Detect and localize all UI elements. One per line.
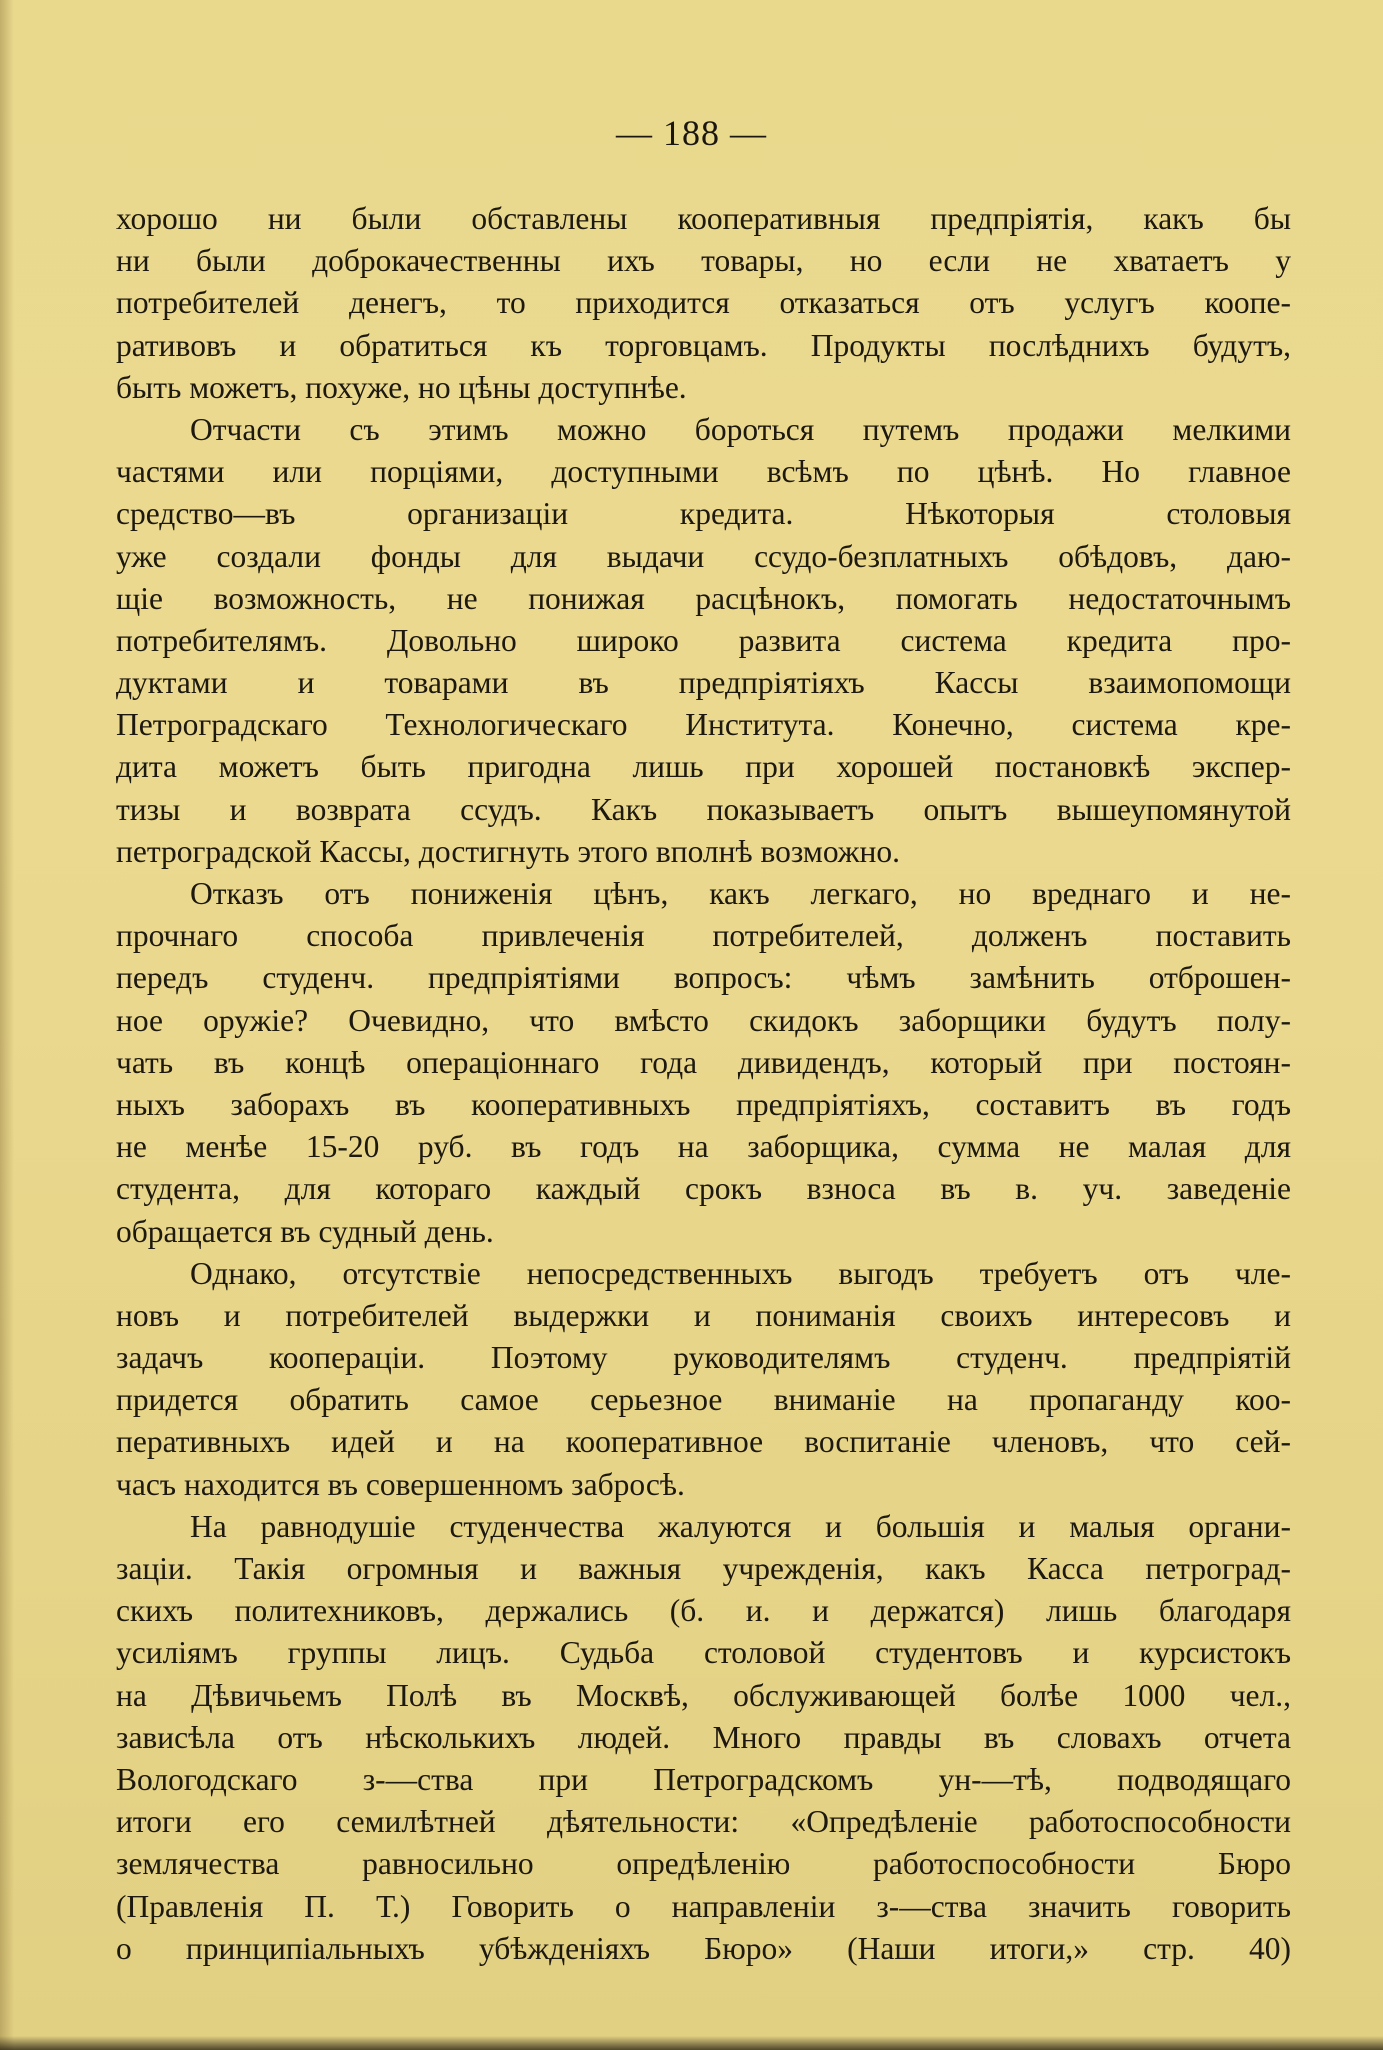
text-line: На равнодушіе студенчества жалуются и большія и малыя органи- xyxy=(190,1508,1291,1544)
text-line: средство—въ организаціи кредита. Нѣкоторыя столовыя xyxy=(116,496,1291,532)
text-line: о принципіальныхъ убѣжденіяхъ Бюро» (Наши итоги,» стр. 40) xyxy=(116,1930,1291,1966)
text-line: заціи. Такія огромныя и важныя учрежденія, какъ Касса петроград- xyxy=(116,1551,1291,1586)
text-line: потребителей денегъ, то приходится отказаться отъ услугъ коопе- xyxy=(116,285,1291,321)
text-line: прочнаго способа привлеченія потребителей, долженъ поставить xyxy=(116,918,1291,954)
text-line: придется обратить самое серьезное вниманіе на пропаганду коо- xyxy=(116,1382,1291,1418)
text-line: чать въ концѣ операціоннаго года дивидендъ, который при постоян- xyxy=(116,1044,1291,1080)
text-line: ративовъ и обратиться къ торговцамъ. Продукты послѣднихъ будутъ, xyxy=(116,327,1291,363)
paragraph-2 xyxy=(116,409,1291,873)
text-line: дуктами и товарами въ предпріятіяхъ Кассы взаимопомощи xyxy=(116,665,1291,701)
text-line: (Правленія П. Т.) Говорить о направленіи з-—ства значить говорить xyxy=(116,1888,1291,1924)
text-line: перативныхъ идей и на кооперативное воспитаніе членовъ, что сей- xyxy=(116,1424,1291,1460)
text-line: скихъ политехниковъ, держались (б. и. и держатся) лишь благодаря xyxy=(116,1593,1291,1629)
text-line: щіе возможность, не понижая расцѣнокъ, помогать недостаточнымъ xyxy=(116,580,1291,616)
text-line: Отчасти съ этимъ можно бороться путемъ продажи мелкими xyxy=(190,411,1291,447)
text-line: ное оружіе? Очевидно, что вмѣсто скидокъ заборщики будутъ полу- xyxy=(116,1002,1291,1038)
text-line: Однако, отсутствіе непосредственныхъ выгодъ требуетъ отъ чле- xyxy=(190,1255,1291,1291)
body-text xyxy=(116,198,1291,1970)
text-line: быть можетъ, похуже, но цѣны доступнѣе. xyxy=(116,369,687,405)
text-line: землячества равносильно опредѣленію работоспособности Бюро xyxy=(116,1846,1291,1882)
page-bottom-edge xyxy=(0,2036,1383,2050)
text-line: Вологодскаго з-—ства при Петроградскомъ ун-—тѣ, подводящаго xyxy=(116,1761,1291,1797)
text-line: Отказъ отъ пониженія цѣнъ, какъ легкаго, но вреднаго и не- xyxy=(190,876,1291,911)
text-line: Петроградскаго Технологическаго Института. Конечно, система кре- xyxy=(116,707,1291,743)
text-line: часъ находится въ совершенномъ забросѣ. xyxy=(116,1466,685,1502)
paragraph-4 xyxy=(116,1253,1291,1506)
text-line: хорошо ни были обставлены кооперативныя предпріятія, какъ бы xyxy=(116,201,1291,236)
paragraph-3 xyxy=(116,873,1291,1253)
text-line: на Дѣвичьемъ Полѣ въ Москвѣ, обслуживающей болѣе 1000 чел., xyxy=(116,1677,1291,1713)
page-edge-shadow xyxy=(0,0,14,2050)
text-line: тизы и возврата ссудъ. Какъ показываетъ опытъ вышеупомянутой xyxy=(116,791,1291,827)
text-line: уже создали фонды для выдачи ссудо-безплатныхъ обѣдовъ, даю- xyxy=(116,538,1291,574)
text-line: студента, для котораго каждый срокъ взноса въ в. уч. заведеніе xyxy=(116,1171,1291,1207)
text-line: частями или порціями, доступными всѣмъ по цѣнѣ. Но главное xyxy=(116,454,1291,490)
paragraph-1 xyxy=(116,198,1291,409)
page-number: — 188 — xyxy=(616,113,767,153)
text-line: потребителямъ. Довольно широко развита система кредита про- xyxy=(116,622,1291,658)
text-line: новъ и потребителей выдержки и пониманія своихъ интересовъ и xyxy=(116,1297,1291,1333)
text-line: не менѣе 15-20 руб. въ годъ на заборщика, сумма не малая для xyxy=(116,1129,1291,1165)
text-line: дита можетъ быть пригодна лишь при хорошей постановкѣ экспер- xyxy=(116,749,1291,785)
text-line: усиліямъ группы лицъ. Судьба столовой студентовъ и курсистокъ xyxy=(116,1635,1291,1671)
text-line: итоги его семилѣтней дѣятельности: «Опредѣленіе работоспособности xyxy=(116,1804,1291,1840)
text-line: задачъ коопераціи. Поэтому руководителямъ студенч. предпріятій xyxy=(116,1340,1291,1376)
text-line: зависѣла отъ нѣсколькихъ людей. Много правды въ словахъ отчета xyxy=(116,1719,1291,1755)
text-line: ни были доброкачественны ихъ товары, но если не хватаетъ у xyxy=(116,243,1291,279)
text-line: передъ студенч. предпріятіями вопросъ: чѣмъ замѣнить отброшен- xyxy=(116,960,1291,996)
paragraph-5 xyxy=(116,1506,1291,1970)
text-line: обращается въ судный день. xyxy=(116,1213,494,1249)
text-line: ныхъ заборахъ въ кооперативныхъ предпріятіяхъ, составитъ въ годъ xyxy=(116,1086,1291,1122)
text-line: петроградской Кассы, достигнуть этого вполнѣ возможно. xyxy=(116,833,901,869)
